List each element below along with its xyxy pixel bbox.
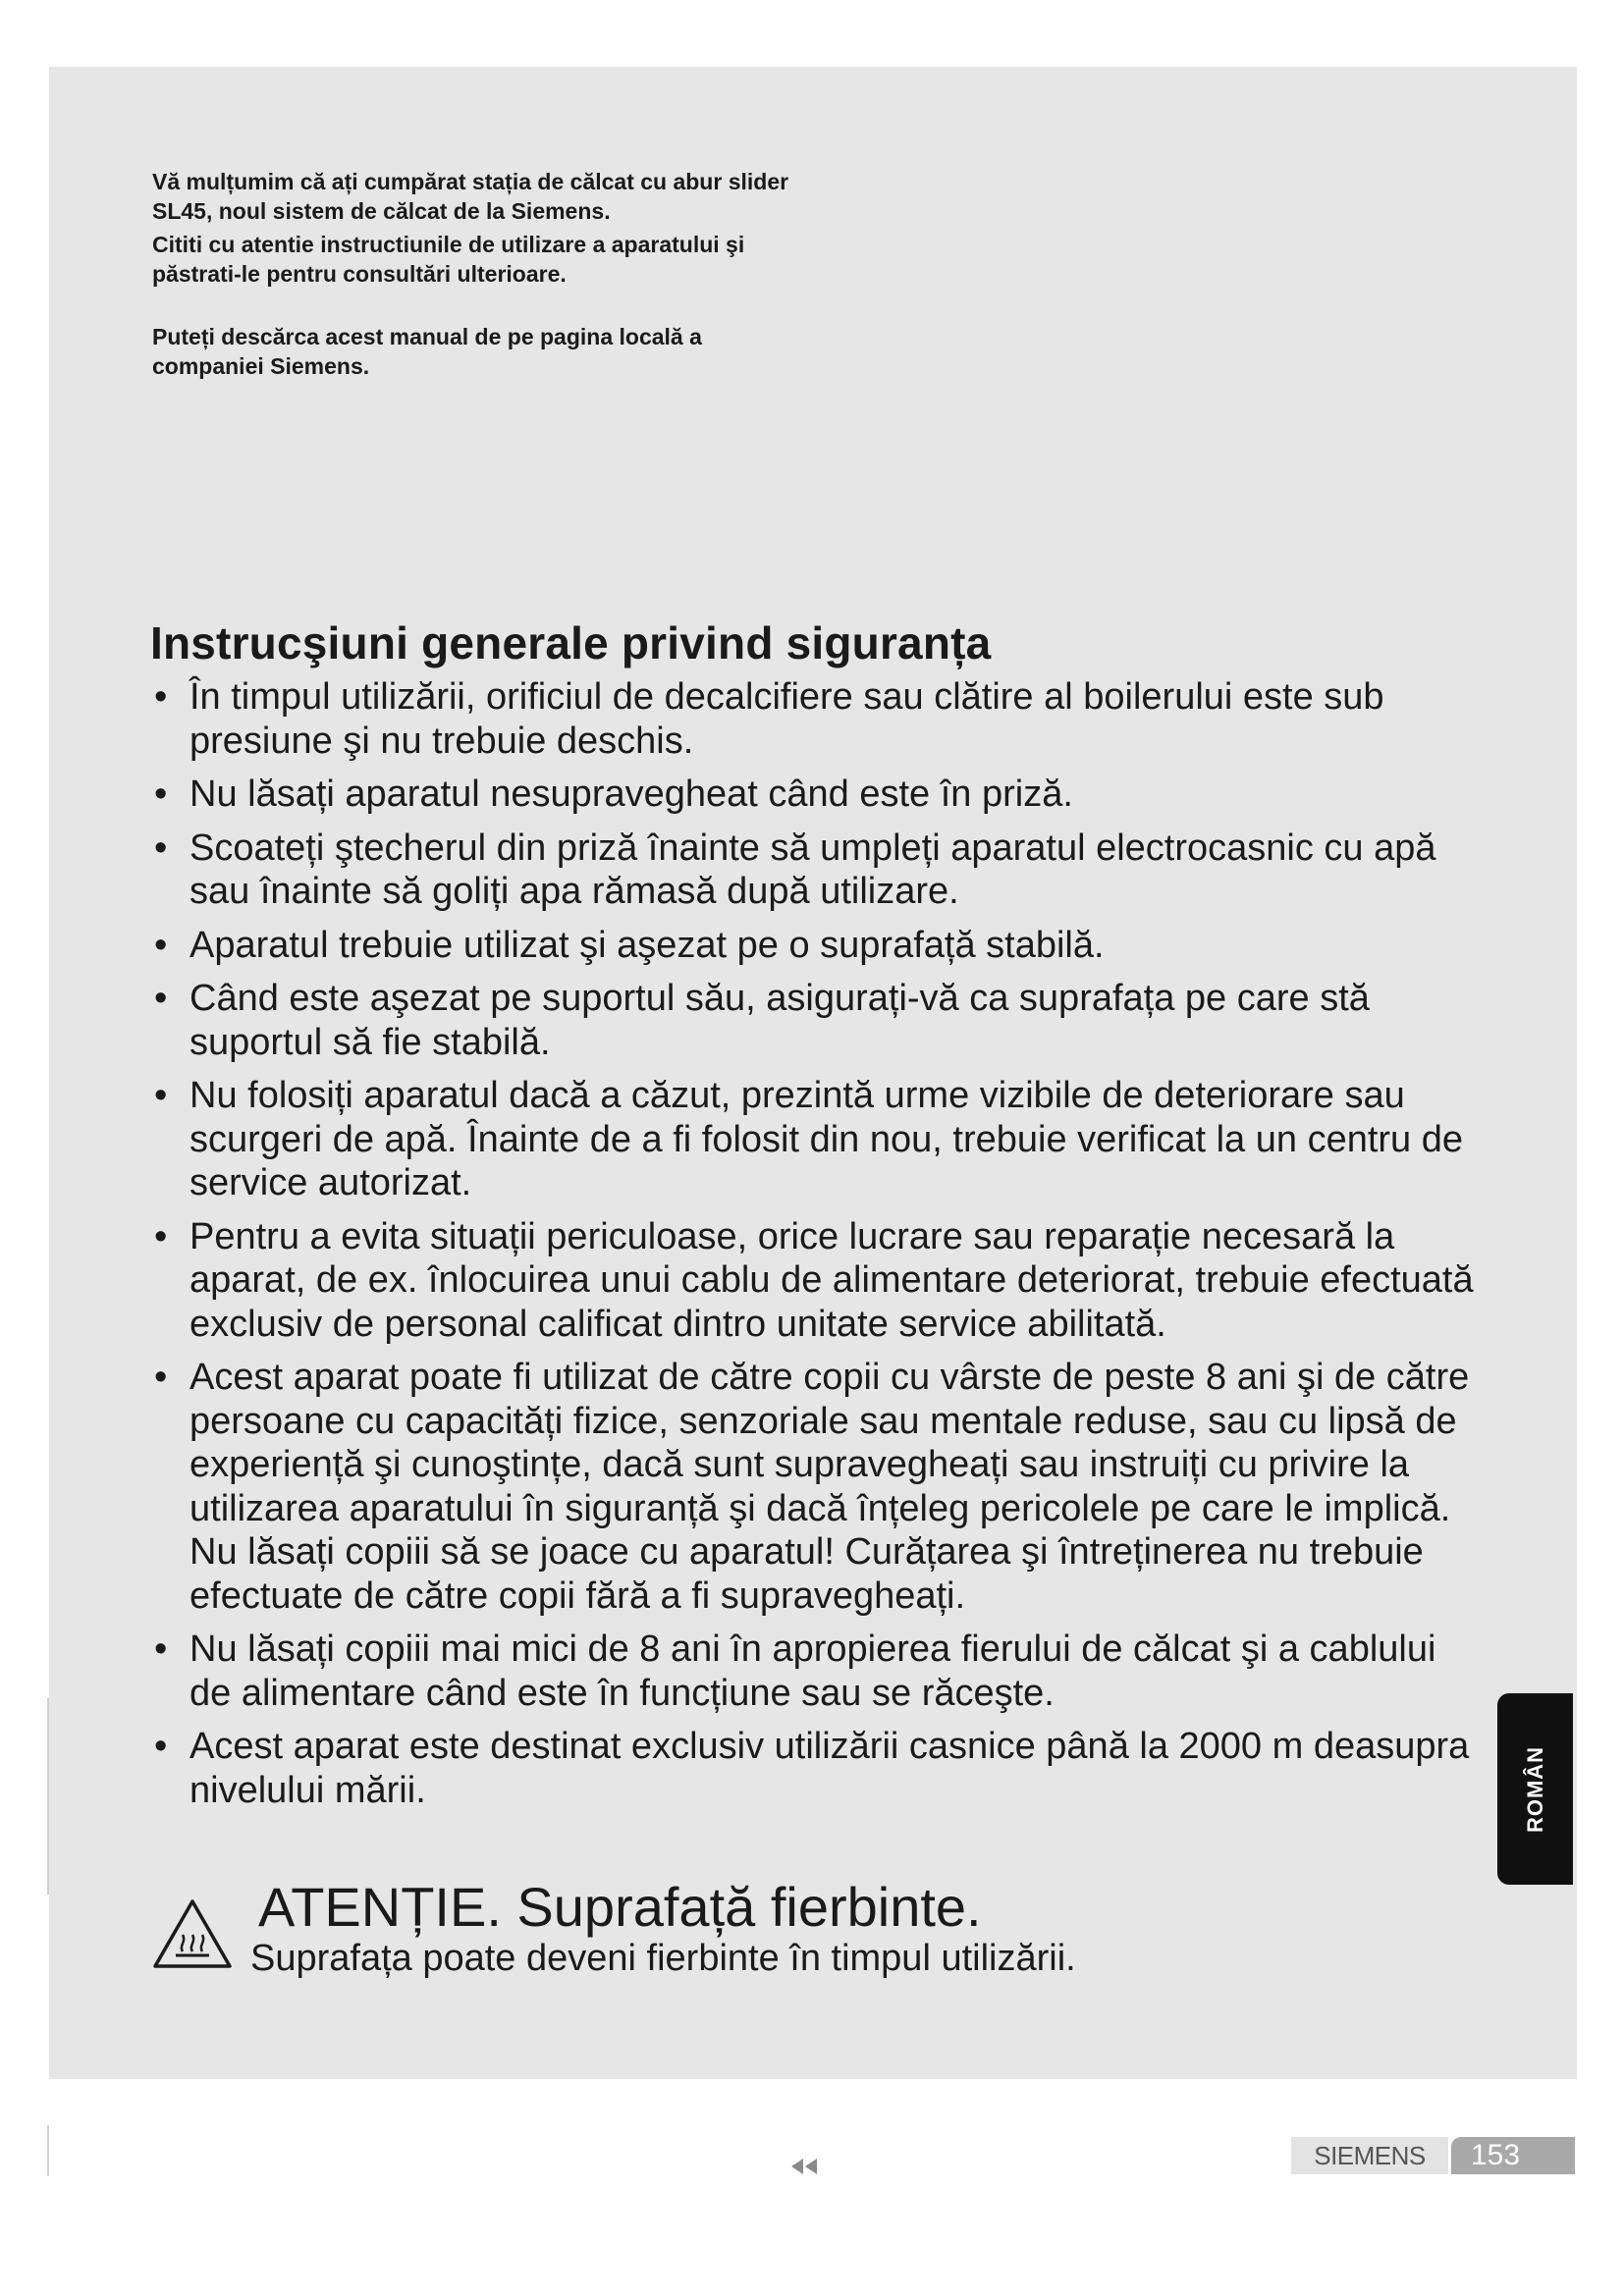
safety-item-1 [152, 675, 1488, 763]
bullet-icon: • [154, 1726, 168, 1767]
safety-item-text: Acest aparat poate fi utilizat de către copii cu vârste de peste 8 ani şi de către persoane cu capacități fizice, senzoriale sau mentale reduse, sau cu lipsă de experiență şi cunoştințe, dacă sunt supravegheați sau instruiți cu privire la utilizarea aparatului în siguranță şi dacă înțeleg pericolele pe care le implică. Nu lăsați copiii să se joace cu aparatul! Curățarea şi întreținerea nu trebuie efectuate de către copii fără a fi supravegheați. [189, 1357, 1470, 1617]
safety-item-text: Când este aşezat pe suportul său, asigurați-vă ca suprafața pe care stă suportul să fie stabilă. [189, 978, 1370, 1063]
safety-item-6 [152, 1074, 1488, 1205]
safety-item-4 [152, 924, 1488, 968]
warning-title: ATENȚIE. Suprafață fierbinte. [258, 1876, 982, 1938]
safety-item-text: Aparatul trebuie utilizat şi aşezat pe o suprafață stabilă. [189, 924, 1105, 966]
safety-item-text: Acest aparat este destinat exclusiv utilizării casnice până la 2000 m deasupra nivelului mării. [189, 1726, 1470, 1811]
intro-paragraph-read-instructions: Cititi cu atentie instructiunile de utilizare a aparatului şi păstrati-le pentru consultări ulterioare. [152, 232, 745, 287]
safety-item-8 [152, 1356, 1488, 1618]
warning-text: Suprafața poate deveni fierbinte în timpul utilizării. [250, 1938, 1076, 1979]
hot-surface-warning-icon [152, 1898, 233, 1969]
intro-paragraph-download: Puteți descărca acest manual de pe pagina locală a companiei Siemens. [152, 324, 702, 379]
footer-brand: SIEMENS [1291, 2137, 1448, 2174]
safety-item-10 [152, 1725, 1488, 1812]
safety-item-text: Nu lăsați copiii mai mici de 8 ani în apropierea fierului de călcat şi a cablului de alimentare când este în funcțiune sau se răceşte. [189, 1629, 1436, 1714]
bullet-icon: • [154, 1215, 168, 1257]
bullet-icon: • [154, 774, 168, 815]
safety-item-5 [152, 977, 1488, 1064]
bullet-icon: • [154, 676, 168, 718]
bullet-icon: • [154, 924, 168, 966]
safety-item-3 [152, 827, 1488, 914]
intro-paragraph-thanks: Vă mulțumim că ați cumpărat stația de călcat cu abur slider SL45, noul sistem de călcat de la Siemens. [152, 169, 789, 224]
language-tab-label: ROMÂN [1522, 1745, 1547, 1833]
bullet-icon: • [154, 1629, 168, 1670]
bullet-icon: • [154, 978, 168, 1019]
safety-item-text: Scoateți ştecherul din priză înainte să umpleți aparatul electrocasnic cu apă sau înainte să goliți apa rămasă după utilizare. [189, 827, 1436, 912]
safety-item-7 [152, 1215, 1488, 1347]
previous-page-icon[interactable] [789, 2155, 837, 2178]
safety-list [152, 675, 1488, 1822]
safety-item-text: Nu folosiți aparatul dacă a căzut, prezintă urme vizibile de deteriorare sau scurgeri de apă. Înainte de a fi folosit din nou, trebuie verificat la un centru de service autorizat. [189, 1075, 1464, 1203]
safety-item-text: Nu lăsați aparatul nesupravegheat când este în priză. [189, 774, 1073, 815]
safety-item-text: Pentru a evita situații periculoase, orice lucrare sau reparație necesară la aparat, de ex. înlocuirea unui cablu de alimentare deteriorat, trebuie efectuată exclusiv de personal calificat dintro unitate service abilitată. [189, 1215, 1474, 1345]
hot-surface-warning [152, 1877, 1232, 1985]
bullet-icon: • [154, 1075, 168, 1116]
safety-item-9 [152, 1628, 1488, 1715]
safety-item-2 [152, 773, 1488, 817]
language-tab [1497, 1693, 1573, 1885]
footer-edge-line [47, 2125, 49, 2176]
bullet-icon: • [154, 1357, 168, 1398]
safety-heading: Instrucşiuni generale privind siguranța [150, 617, 992, 668]
safety-item-text: În timpul utilizării, orificiul de decalcifiere sau clătire al boilerului este sub presiune şi nu trebuie deschis. [189, 676, 1384, 762]
page-number: 153 [1451, 2137, 1575, 2174]
bullet-icon: • [154, 827, 168, 869]
left-edge-line [47, 1698, 49, 1895]
intro-section [152, 167, 800, 385]
